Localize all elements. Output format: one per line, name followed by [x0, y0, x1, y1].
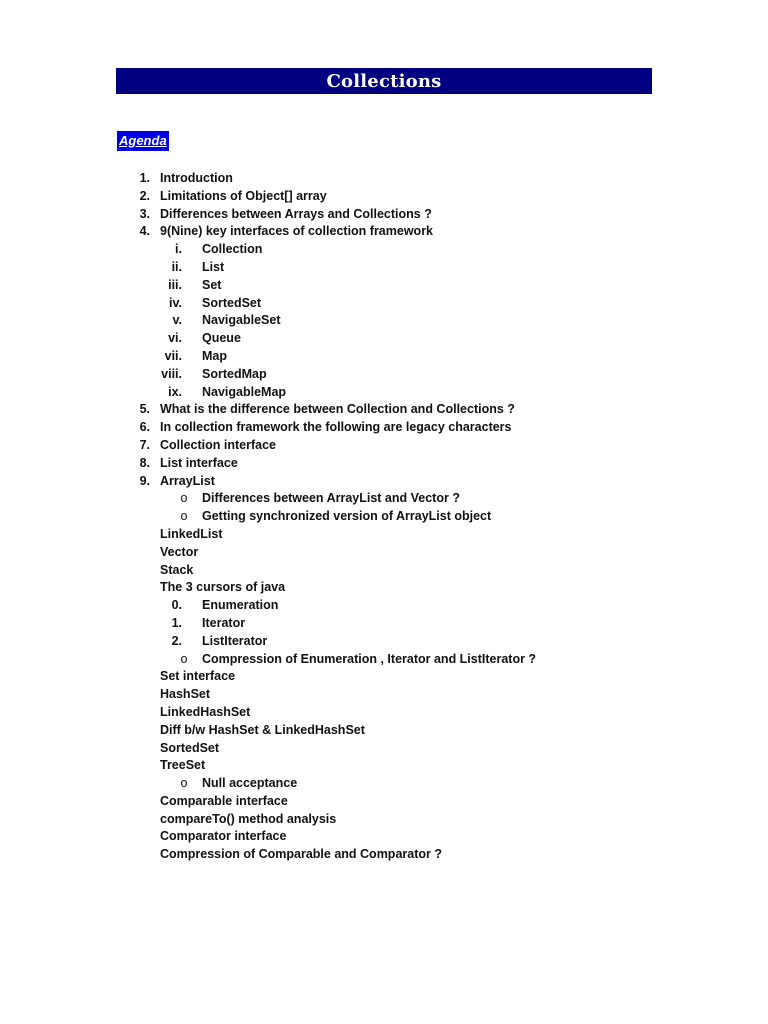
agenda-item-text: Iterator	[202, 615, 246, 630]
agenda-item-text: SortedSet	[202, 295, 262, 310]
agenda-item-text: SortedSet	[160, 740, 220, 755]
list-marker: v.	[172, 313, 182, 328]
agenda-item	[0, 490, 768, 508]
agenda-item	[0, 651, 768, 669]
agenda-item-text: Queue	[202, 331, 241, 346]
agenda-item	[0, 686, 768, 704]
agenda-item	[0, 455, 768, 473]
agenda-item	[0, 330, 768, 348]
list-marker: 7.	[139, 437, 150, 452]
agenda-item-text: Null acceptance	[202, 776, 298, 791]
agenda-item-text: compareTo() method analysis	[160, 811, 337, 826]
list-marker: 0.	[171, 598, 182, 613]
agenda-item	[0, 295, 768, 313]
document-title: Collections	[326, 70, 442, 92]
agenda-item	[0, 579, 768, 597]
agenda-item	[0, 419, 768, 437]
agenda-item-text: Set interface	[160, 669, 236, 684]
agenda-item-text: ArrayList	[160, 473, 215, 488]
list-marker: iii.	[168, 277, 182, 292]
agenda-item	[0, 312, 768, 330]
agenda-item-text: List interface	[160, 455, 238, 470]
agenda-item	[0, 188, 768, 206]
document-title-bar	[116, 68, 652, 94]
agenda-item	[0, 544, 768, 562]
agenda-item-text: Enumeration	[202, 598, 279, 613]
agenda-item	[0, 223, 768, 241]
list-marker: 8.	[139, 455, 150, 470]
list-marker: 4.	[139, 224, 150, 239]
agenda-item	[0, 793, 768, 811]
list-marker: 2.	[171, 633, 182, 648]
agenda-item	[0, 562, 768, 580]
agenda-item	[0, 259, 768, 277]
list-marker: 1.	[139, 171, 150, 185]
agenda-item-text: Vector	[160, 544, 199, 559]
agenda-item	[0, 615, 768, 633]
agenda-item-text: Differences between ArrayList and Vector ?	[202, 491, 460, 506]
agenda-item-text: Stack	[160, 562, 194, 577]
list-marker: 1.	[171, 615, 182, 630]
agenda-item	[0, 811, 768, 829]
agenda-item	[0, 241, 768, 259]
agenda-item	[0, 740, 768, 758]
agenda-item	[0, 526, 768, 544]
bullet-marker: o	[180, 491, 188, 506]
list-marker: 6.	[139, 420, 150, 435]
agenda-item	[0, 722, 768, 740]
agenda-item-text: The 3 cursors of java	[160, 580, 286, 595]
agenda-item-text: 9(Nine) key interfaces of collection framework	[160, 224, 434, 239]
agenda-item-text: HashSet	[160, 687, 211, 702]
agenda-item-text: TreeSet	[160, 758, 206, 773]
bullet-marker: o	[180, 651, 188, 666]
list-marker: ii.	[171, 259, 182, 274]
agenda-item	[0, 384, 768, 402]
list-marker: viii.	[161, 366, 182, 381]
agenda-item-text: NavigableSet	[202, 313, 281, 328]
list-marker: i.	[175, 242, 182, 257]
agenda-item-text: Compression of Enumeration , Iterator and ListIterator ?	[202, 651, 537, 666]
list-marker: vii.	[164, 348, 182, 363]
list-marker: 3.	[139, 206, 150, 221]
agenda-item-text: What is the difference between Collection and Collections ?	[160, 402, 515, 417]
agenda-item-text: Collection	[202, 242, 263, 257]
agenda-item	[0, 704, 768, 722]
agenda-item	[0, 277, 768, 295]
agenda-item-text: Introduction	[160, 171, 233, 185]
agenda-item	[0, 348, 768, 366]
agenda-item-text: Comparable interface	[160, 793, 288, 808]
list-marker: vi.	[168, 331, 182, 346]
agenda-item-text: List	[202, 259, 225, 274]
list-marker: 9.	[139, 473, 150, 488]
agenda-item-text: ListIterator	[202, 633, 268, 648]
agenda-item-text: Collection interface	[160, 437, 276, 452]
agenda-item-text: Map	[202, 348, 227, 363]
agenda-item	[0, 401, 768, 419]
agenda-item-text: Getting synchronized version of ArrayList object	[202, 509, 492, 524]
agenda-item-text: Set	[202, 277, 222, 292]
agenda-item-text: SortedMap	[202, 366, 267, 381]
list-marker: 5.	[139, 402, 150, 417]
agenda-item-text: Comparator interface	[160, 829, 287, 844]
agenda-item-text: LinkedHashSet	[160, 704, 251, 719]
agenda-list	[0, 170, 768, 864]
agenda-item	[0, 206, 768, 224]
agenda-item	[0, 757, 768, 775]
agenda-item-text: In collection framework the following are legacy characters	[160, 420, 512, 435]
agenda-item	[0, 473, 768, 491]
list-marker: iv.	[169, 295, 182, 310]
agenda-item-text: LinkedList	[160, 526, 223, 541]
agenda-item	[0, 846, 768, 864]
list-marker: ix.	[168, 384, 182, 399]
agenda-item-text: NavigableMap	[202, 384, 287, 399]
agenda-item	[0, 437, 768, 455]
agenda-item	[0, 828, 768, 846]
agenda-item	[0, 668, 768, 686]
agenda-item-text: Compression of Comparable and Comparator ?	[160, 847, 442, 862]
agenda-item	[0, 508, 768, 526]
agenda-item	[0, 597, 768, 615]
bullet-marker: o	[180, 776, 188, 791]
agenda-item-text: Differences between Arrays and Collections ?	[160, 206, 432, 221]
agenda-item	[0, 366, 768, 384]
list-marker: 2.	[139, 188, 150, 203]
agenda-item	[0, 775, 768, 793]
agenda-heading: Agenda	[117, 131, 169, 151]
bullet-marker: o	[180, 509, 188, 524]
agenda-item-text: Limitations of Object[] array	[160, 188, 327, 203]
agenda-item	[0, 633, 768, 651]
agenda-item	[0, 170, 768, 188]
agenda-item-text: Diff b/w HashSet & LinkedHashSet	[160, 722, 365, 737]
